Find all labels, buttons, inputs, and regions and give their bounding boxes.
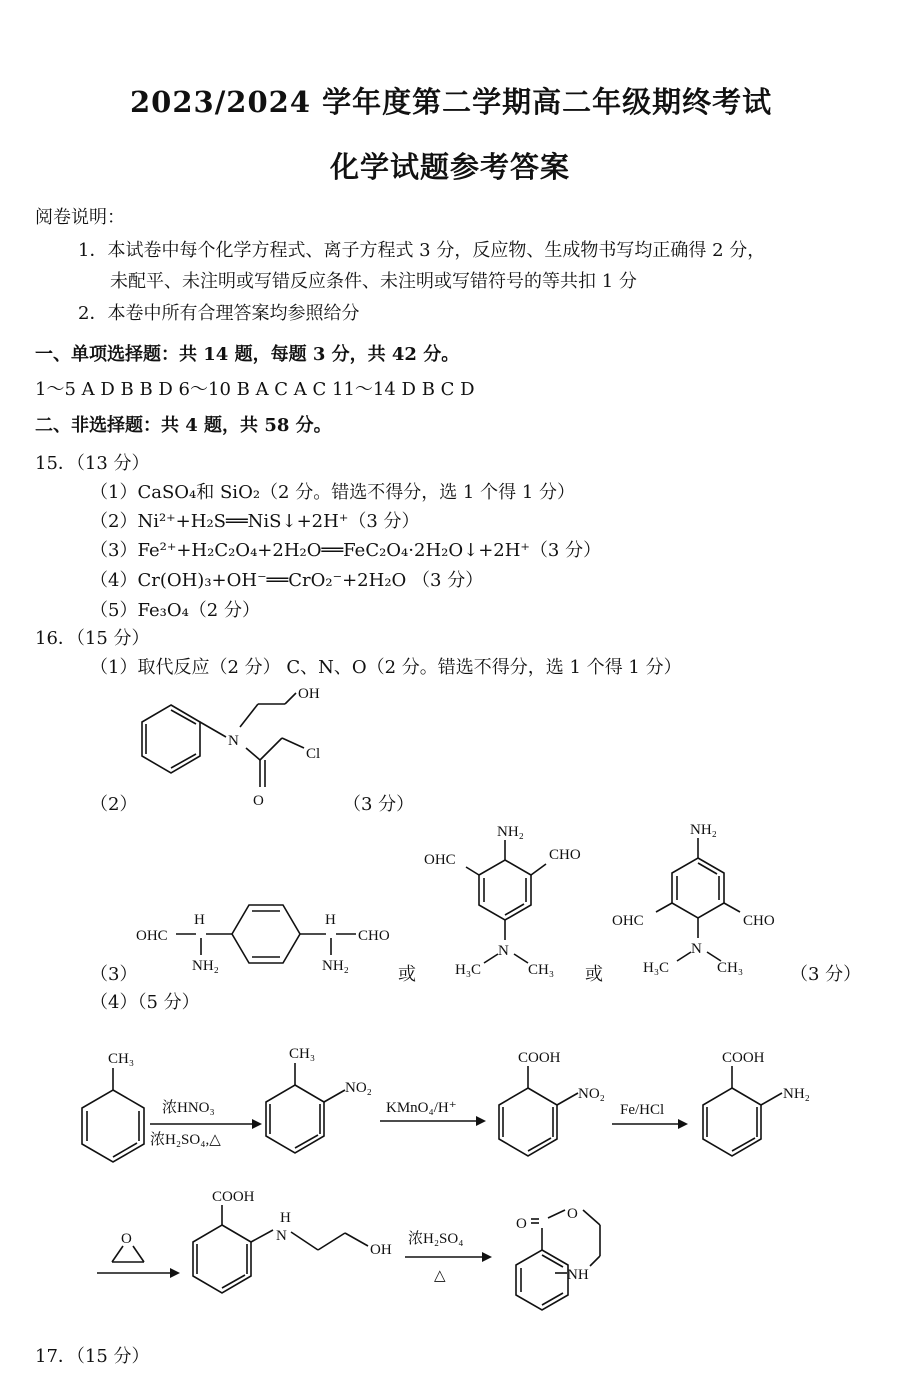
label-ohc-b: OHC xyxy=(424,852,456,868)
q15-answer-4: （4）Cr(OH)₃+OH⁻══CrO₂⁻+2H₂O （3 分） xyxy=(90,570,484,591)
label-lactone-o-carbonyl: O xyxy=(516,1216,527,1232)
label-ch3-b: CH₃ xyxy=(528,962,555,978)
label-ch3-c: CH₃ xyxy=(717,960,744,976)
structure-q16-3c xyxy=(612,822,775,976)
label-nh2: NH₂ xyxy=(192,958,219,974)
label-n-b: N xyxy=(498,943,509,959)
reagent-r3: Fe/HCl xyxy=(620,1102,665,1118)
label-h3c-c: H₃C xyxy=(643,960,670,976)
arrow-step-5 xyxy=(405,1230,492,1284)
structure-product-lactone xyxy=(516,1206,600,1310)
label-cooh-1: COOH xyxy=(518,1050,561,1066)
label-nh2-2: NH₂ xyxy=(322,958,349,974)
arrow-step-4 xyxy=(97,1231,180,1278)
structure-q16-3a xyxy=(136,905,390,974)
note-1-cont: 未配平、未注明或写错反应条件、未注明或写错符号的等共扣 1 分 xyxy=(110,271,637,292)
structure-q16-2 xyxy=(142,686,320,809)
label-cooh-2: COOH xyxy=(722,1050,765,1066)
q16-answer-1: （1）取代反应（2 分） C、N、O（2 分。错选不得分，选 1 个得 1 分） xyxy=(90,657,682,678)
q15-answer-3: （3）Fe²⁺+H₂C₂O₄+2H₂O══FeC₂O₄·2H₂O↓+2H⁺（3 分） xyxy=(90,540,602,561)
atom-cl: Cl xyxy=(306,746,321,762)
label-cho-b: CHO xyxy=(549,847,581,863)
section1-answers: 1～5 A D B B D 6～10 B A C A C 11～14 D B C D xyxy=(35,379,475,400)
label-ring-nh: NH xyxy=(567,1267,589,1283)
label-no2-2: NO₂ xyxy=(578,1086,605,1102)
label-no2-1: NO₂ xyxy=(345,1080,372,1096)
q16-answer-3-label: （3） xyxy=(90,964,138,985)
arrow-step-3 xyxy=(612,1102,688,1129)
label-n-c: N xyxy=(691,941,702,957)
structure-o-nitrobenzoic-acid xyxy=(499,1050,605,1156)
reagent-r1-top: 浓HNO₃ xyxy=(162,1100,215,1116)
q16-answer-2-label: （2） xyxy=(90,794,138,815)
label-nh2-b: NH₂ xyxy=(497,824,524,840)
arrow-step-2 xyxy=(380,1100,486,1126)
structure-hydroxyethyl-anthranilic-acid xyxy=(193,1189,392,1293)
label-ohc: OHC xyxy=(136,928,168,944)
structure-anthranilic-acid xyxy=(703,1050,810,1156)
section1-heading: 一、单项选择题：共 14 题，每题 3 分，共 42 分。 xyxy=(35,344,460,365)
atom-n: N xyxy=(228,733,239,749)
atom-o: O xyxy=(253,793,264,809)
q17-label: 17．（15 分） xyxy=(35,1346,150,1367)
label-h-2: H xyxy=(325,912,336,928)
structure-o-nitrotoluene xyxy=(266,1046,372,1153)
notes-heading: 阅卷说明： xyxy=(35,207,125,228)
label-h: H xyxy=(194,912,205,928)
q15-answer-5: （5）Fe₃O₄（2 分） xyxy=(90,600,260,621)
or-text-2: 或 xyxy=(585,964,603,985)
page-title: 2023/2024 学年度第二学期高二年级期终考试 xyxy=(130,85,773,119)
q16-answer-2-score: （3 分） xyxy=(343,794,415,815)
reagent-r5-bottom: △ xyxy=(434,1268,446,1284)
label-ch3-2: CH₃ xyxy=(289,1046,316,1062)
label-nh2-c: NH₂ xyxy=(690,822,717,838)
reagent-r5-top: 浓H₂SO₄ xyxy=(408,1231,464,1247)
q15-answer-1: （1）CaSO₄和 SiO₂（2 分。错选不得分，选 1 个得 1 分） xyxy=(90,482,576,503)
q16-label: 16．（15 分） xyxy=(35,628,150,649)
atom-oh: OH xyxy=(298,686,320,702)
q15-label: 15．（13 分） xyxy=(35,453,150,474)
label-oh-2: OH xyxy=(370,1242,392,1258)
q15-answer-2: （2）Ni²⁺+H₂S══NiS↓+2H⁺（3 分） xyxy=(90,511,420,532)
q16-answer-3-score: （3 分） xyxy=(790,964,862,985)
label-cho-c: CHO xyxy=(743,913,775,929)
label-ohc-c: OHC xyxy=(612,913,644,929)
label-lactone-o-ring: O xyxy=(567,1206,578,1222)
page-subtitle: 化学试题参考答案 xyxy=(330,150,571,184)
note-2: 2．本卷中所有合理答案均参照给分 xyxy=(78,303,360,324)
structure-toluene xyxy=(82,1051,144,1162)
label-cho: CHO xyxy=(358,928,390,944)
arrow-step-1 xyxy=(150,1099,262,1148)
structure-q16-3b xyxy=(424,824,581,978)
or-text-1: 或 xyxy=(398,964,416,985)
q16-answer-4-label: （4）（5 分） xyxy=(90,992,200,1013)
note-1: 1．本试卷中每个化学方程式、离子方程式 3 分，反应物、生成物书写均正确得 2 分， xyxy=(78,240,766,261)
label-ch3-1: CH₃ xyxy=(108,1051,135,1067)
label-epoxide-o: O xyxy=(121,1231,132,1247)
label-nh-n: N xyxy=(276,1228,287,1244)
section2-heading: 二、非选择题：共 4 题，共 58 分。 xyxy=(35,415,332,436)
label-nh2-3: NH₂ xyxy=(783,1086,810,1102)
label-h3c-b: H₃C xyxy=(455,962,482,978)
label-nh-h: H xyxy=(280,1210,291,1226)
reagent-r2: KMnO₄/H⁺ xyxy=(386,1100,457,1116)
reagent-r1-bottom: 浓H₂SO₄,△ xyxy=(150,1132,221,1148)
label-cooh-3: COOH xyxy=(212,1189,255,1205)
